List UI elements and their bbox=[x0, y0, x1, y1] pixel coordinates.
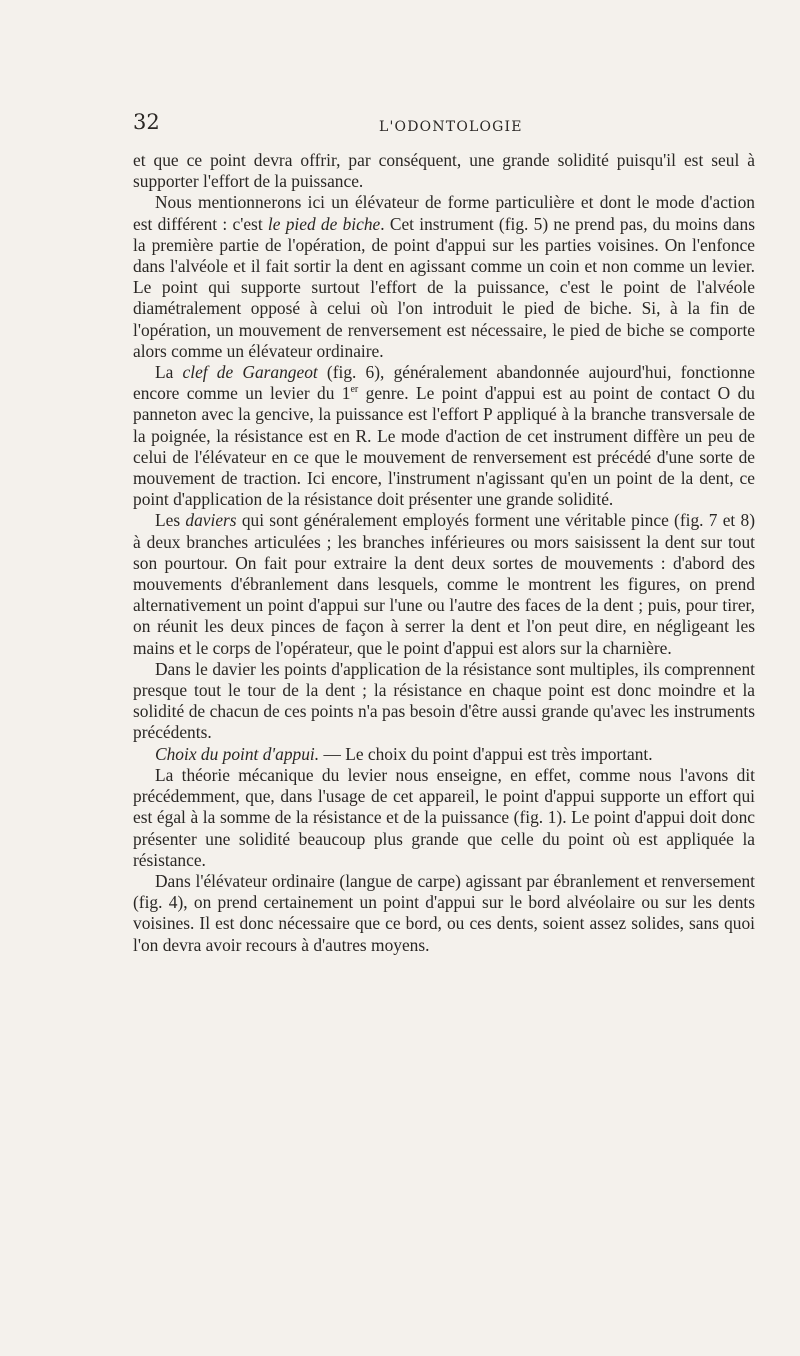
paragraph-text: Nous mentionnerons ici un élévateur de forme particulière et dont le mode d'action est différent : c'est bbox=[133, 192, 755, 234]
paragraph-choix-point-appui bbox=[133, 744, 755, 765]
paragraph-text: Dans le davier les points d'application de la résistance sont multiples, ils comprennent presque tout le tour de la dent ; la résistance en chaque point est donc moindre et la solidité de chacun de ces points n'a pas besoin d'être aussi grande qu'avec les instruments précédents. bbox=[133, 658, 755, 743]
body-text bbox=[133, 150, 755, 956]
paragraph-text: et que ce point devra offrir, par conséquent, une grande solidité puisqu'il est seul à supporter l'effort de la puissance. bbox=[133, 150, 755, 192]
paragraph-text: qui sont généralement employés forment une véritable pince (fig. 7 et 8) à deux branches articulées ; les branches inférieures ou mors saisissent la dent sur tout son pourtour. On fait pour extraire la dent deux sortes de mouvements : d'abord des mouvements d'ébranlement dans lesquels, comme le montrent les figures, on prend alternativement un point d'appui sur l'une ou l'autre des faces de la dent ; puis, pour tirer, on réunit les deux pinces de façon à serrer la dent et l'on peut dire, en négligeant les mains et le corps de l'opérateur, que le point d'appui est alors sur la charnière. bbox=[133, 510, 755, 658]
paragraph-text: . Cet instrument (fig. 5) ne prend pas, du moins dans la première partie de l'opération, de point d'appui sur les parties voisines. On l'enfonce dans l'alvéole et il fait sortir la dent en agissant comme un coin et non comme un levier. Le point qui supporte surtout l'effort de la puissance, c'est le point de l'alvéole diamétralement opposé à celui où l'on introduit le pied de biche. Si, à la fin de l'opération, un mouvement de renversement est nécessaire, le pied de biche se comporte alors comme un élévateur ordinaire. bbox=[133, 213, 755, 361]
italic-heading: Choix du point d'appui. bbox=[155, 743, 320, 764]
paragraph-davier-resistance bbox=[133, 659, 755, 744]
page-header bbox=[133, 110, 755, 140]
paragraph-text: Les bbox=[155, 510, 186, 531]
paragraph-text: — Le choix du point d'appui est très important. bbox=[319, 743, 653, 764]
italic-term: clef de Garangeot bbox=[182, 362, 318, 383]
paragraph-text: La théorie mécanique du levier nous enseigne, en effet, comme nous l'avons dit précédemment, que, dans l'usage de cet appareil, le point d'appui supporte un effort qui est égal à la somme de la résistance et de la puissance (fig. 1). Le point d'appui doit donc présenter une solidité beaucoup plus grande que celle du point où est appliquée la résistance. bbox=[133, 764, 755, 870]
running-title: L'ODONTOLOGIE bbox=[379, 119, 523, 135]
paragraph-theorie-levier bbox=[133, 765, 755, 871]
paragraph-clef-de-garangeot bbox=[133, 362, 755, 510]
paragraph-elevateur-ordinaire bbox=[133, 871, 755, 956]
paragraph-text: (fig. 6), généralement abandonnée aujourd'hui, fonctionne encore comme un levier du 1 bbox=[133, 362, 755, 404]
page-number: 32 bbox=[133, 110, 160, 134]
paragraph-pied-de-biche bbox=[133, 192, 755, 362]
superscript: er bbox=[350, 384, 359, 396]
italic-term: le pied de biche bbox=[267, 213, 381, 234]
paragraph-text: Dans l'élévateur ordinaire (langue de carpe) agissant par ébranlement et renversement (fig. 4), on prend certainement un point d'appui sur le bord alvéolaire ou sur les dents voisines. Il est donc nécessaire que ce bord, ou ces dents, soient assez solides, sans quoi l'on devra avoir recours à d'autres moyens. bbox=[133, 870, 755, 955]
paragraph-continuation bbox=[133, 150, 755, 192]
paragraph-daviers bbox=[133, 510, 755, 658]
italic-term: daviers bbox=[185, 510, 237, 531]
paragraph-text: genre. Le point d'appui est au point de contact O du panneton avec la gencive, la puissance est l'effort P appliqué à la branche transversale de la poignée, la résistance est en R. Le mode d'action de cet instrument diffère un peu de celui de l'élévateur en ce que le mouvement de renversement est précédé d'une sorte de mouvement de traction. Ici encore, l'instrument n'agissant qu'en un point de la dent, ce point d'application de la résistance doit présenter une grande solidité. bbox=[133, 383, 756, 510]
paragraph-text: La bbox=[155, 362, 183, 383]
